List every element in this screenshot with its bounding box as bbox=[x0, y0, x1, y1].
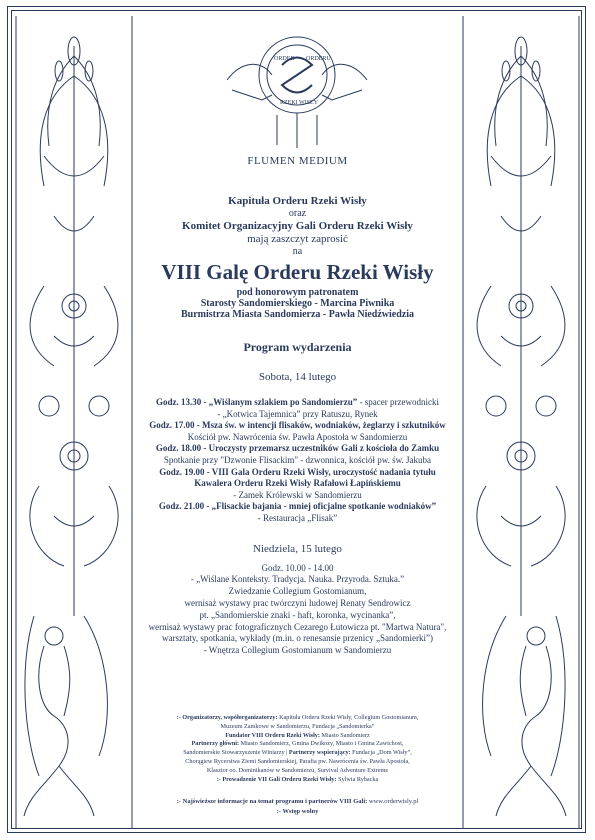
footer-line: Klasztor oo. Dominikanów w Sandomierzu, Survival Adventure Extreme bbox=[206, 766, 389, 774]
event-line: Zwiedzanie Collegium Gostomianum, bbox=[228, 586, 367, 597]
footer-line: Chorągiew Rycerstwa Ziemi Sandomierskiej, Parafia pw. Nawrócenia św. Pawła Apostoła, bbox=[185, 757, 410, 765]
event-line: Godz. 17.00 - Msza św. w intencji flisaków, wodniaków, żeglarzy i szkutników bbox=[149, 420, 446, 431]
day1-events bbox=[140, 397, 455, 525]
footer-line: Sandomierskie Stowarzyszenie Winiarzy | Partnerzy wspierający: Fundacja „Dom Wisły”, bbox=[183, 749, 412, 757]
footer-line: :- Organizatorzy, współorganizatorzy: Kapituła Orderu Rzeki Wisły, Collegium Gostomianum, bbox=[176, 714, 419, 721]
event-line: Godz. 13.30 - „Wiślanym szlakiem po Sandomierzu” - spacer przewodnicki bbox=[155, 397, 440, 407]
event-line: Godz. 10.00 - 14.00 bbox=[261, 562, 334, 573]
event-line: - Wnętrza Collegium Gostomianum w Sandomierzu bbox=[203, 645, 392, 656]
scroll-ornament-icon bbox=[477, 266, 565, 616]
patron-starosta: Starosty Sandomierskiego - Marcina Piwnika bbox=[200, 298, 395, 309]
program-title: Program wydarzenia bbox=[243, 340, 352, 354]
event-line: Godz. 19.00 - VIII Gala Orderu Rzeki Wisły, uroczystość nadania tytułu bbox=[159, 466, 436, 477]
wheat-ornament-icon bbox=[487, 37, 555, 266]
organizer-1: Kapituła Orderu Rzeki Wisły bbox=[228, 195, 367, 207]
mermaid-ornament-icon bbox=[24, 616, 107, 816]
info-footer bbox=[135, 797, 460, 816]
website-line: :- Najświeższe informacje na temat programu i partnerów VIII Gali: www.orderwisly.pl bbox=[176, 798, 419, 805]
event-line: pt. „Sandomierskie znaki - haft, koronka, wycinanka”, bbox=[199, 609, 396, 620]
merman-ornament-icon bbox=[483, 616, 566, 816]
wheat-ornament-icon bbox=[40, 37, 108, 266]
preposition: na bbox=[292, 246, 303, 257]
footer-line: Partnerzy główni: Miasto Sandomierz, Gmina Dwikozy, Miasto i Gmina Zawichost, bbox=[191, 740, 404, 748]
event-line: - „Wiślane Konteksty. Tradycja. Nauka. Przyroda. Sztuka.” bbox=[190, 574, 405, 585]
day2-heading: Niedziela, 15 lutego bbox=[253, 542, 342, 555]
footer-line: :- Prowadzenie VII Gali Orderu Rzeki Wisły: Sylwia Rybacka bbox=[216, 775, 379, 783]
day1-heading: Sobota, 14 lutego bbox=[258, 371, 337, 383]
invitation-text bbox=[140, 150, 455, 657]
event-line: wernisaż wystawy prac twórczyni ludowej Renaty Sendrowicz bbox=[184, 597, 411, 608]
event-line: Godz. 18.00 - Uroczysty przemarsz uczestników Gali z kościoła do Zamku bbox=[155, 443, 440, 454]
right-ornament-column bbox=[461, 16, 581, 828]
organizer-2: Komitet Organizacyjny Gali Orderu Rzeki Wisły bbox=[182, 220, 413, 232]
event-line: warsztaty, spotkania, wykłady (m.in. o renesansie przenicy „Sandomierki”) bbox=[161, 633, 434, 644]
scroll-ornament-icon bbox=[30, 266, 118, 616]
footer-line: Fundator VIII Orderu Rzeki Wisły: Miasto Sandomierz bbox=[225, 731, 370, 739]
left-ornament-column bbox=[14, 16, 134, 828]
event-line: Kościół pw. Nawrócenia św. Pawła Apostoła w Sandomierzu bbox=[187, 431, 408, 442]
sponsors-footer bbox=[135, 714, 460, 784]
emblem-ring-right: ORDERU bbox=[306, 56, 331, 62]
event-line: wernisaż wystawy prac fotograficznych Cezarego Łutowicza pt. "Martwa Natura", bbox=[148, 621, 447, 632]
heron-left-icon bbox=[227, 64, 272, 80]
day2-events bbox=[140, 563, 455, 657]
order-emblem-icon bbox=[222, 20, 372, 150]
invitation-phrase: mają zaszczyt zaprosić bbox=[247, 233, 348, 245]
emblem-ring-bottom: RZEKI WISŁY bbox=[280, 100, 319, 106]
patron-burmistrz: Burmistrza Miasta Sandomierza - Pawła Niedźwiedzia bbox=[180, 309, 415, 320]
event-line: Kawalera Orderu Rzeki Wisły Rafałowi Łapińskiemu bbox=[194, 478, 401, 489]
gala-title: VIII Galę Orderu Rzeki Wisły bbox=[161, 260, 434, 284]
patronage-label: pod honorowym patronatem bbox=[236, 287, 359, 298]
footer-line: Muzeum Zamkowe w Sandomierzu, Fundacja „Sandomierka” bbox=[220, 722, 375, 730]
heron-right-icon bbox=[322, 64, 367, 80]
event-line: Godz. 21.00 - „Flisackie bajania - mniej oficjalne spotkanie wodniaków” bbox=[158, 501, 437, 512]
motto: FLUMEN MEDIUM bbox=[247, 155, 348, 167]
event-line: - Zamek Królewski w Sandomierzu bbox=[233, 489, 362, 500]
free-entry: :- Wstęp wolny bbox=[276, 807, 319, 815]
event-line: - „Kotwica Tajemnica” przy Ratuszu, Rynek bbox=[217, 408, 378, 419]
event-line: Spotkanie przy "Dzwonie Flisackim" - dzwonnica, kościół pw. św. Jakuba bbox=[163, 454, 432, 465]
conjunction: oraz bbox=[288, 208, 307, 219]
emblem-ring-left: ORDER bbox=[274, 56, 295, 62]
event-line: - Restauracja „Flisak” bbox=[257, 512, 338, 523]
